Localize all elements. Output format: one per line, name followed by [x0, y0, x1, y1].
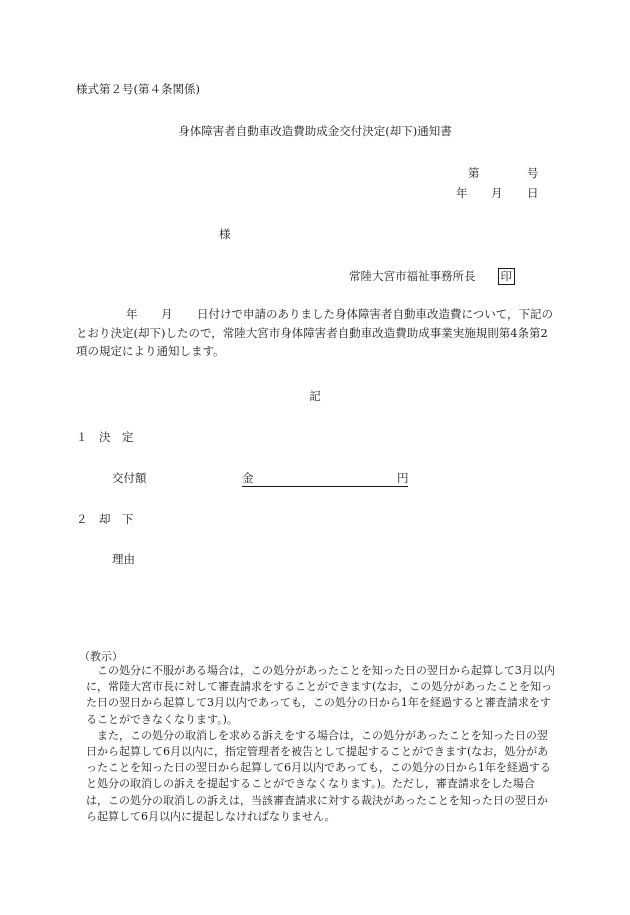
- addressee-suffix: 様: [219, 227, 231, 241]
- date-day: 日: [527, 186, 539, 200]
- amount-label: 交付額: [112, 471, 147, 485]
- issuer: [349, 268, 515, 285]
- number-dai: 第: [468, 166, 480, 180]
- notice-paragraph-1: この処分に不服がある場合は，この処分があったことを知った日の翌日から起算して3月以内に，常陸大宮市長に対して審査請求をすることができます(なお，この処分があったことを知った日の翌日から起算して3月以内であっても，この処分の日から1年を経過すると審査請求をすることができなくなります。)。: [86, 664, 555, 726]
- date-year: 年: [456, 186, 468, 200]
- amount-field: [242, 473, 408, 487]
- issuer-name: 常陸大宮市福祉事務所長: [349, 269, 476, 283]
- date-month: 月: [491, 186, 503, 200]
- notice-body: [86, 663, 556, 825]
- reason-label: 理由: [112, 552, 135, 566]
- section2-heading: ２ 却 下: [76, 512, 134, 526]
- body-year: 年: [126, 307, 138, 321]
- notice-paragraph-2: また，この処分の取消しを求める訴えをする場合は，この処分があったことを知った日の翌日から起算して6月以内に，指定管理者を被告として提起することができます(なお，処分があったことを知った日の翌日から起算して6月以内であっても，この処分の日から1年を経過すると処分の取消しの訴えを提起することができなくなります。)。ただし，審査請求をした場合は，この処分の取消しの訴えは，当該審査請求に対する裁決があったことを知った日の翌日から起算して6月以内に提起しなければなりません。: [86, 728, 551, 823]
- document-title: 身体障害者自動車改造費助成金交付決定(却下)通知書: [178, 124, 452, 138]
- currency-suffix: 円: [397, 471, 409, 485]
- section1-heading: １ 決 定: [76, 430, 134, 444]
- body-month: 月: [161, 307, 173, 321]
- seal-mark: 印: [498, 268, 516, 285]
- number-go: 号: [527, 166, 539, 180]
- ki-marker: 記: [309, 389, 321, 403]
- currency-prefix: 金: [242, 471, 254, 485]
- notice-heading: （教示）: [79, 650, 123, 663]
- body-text: 日付けで申請のありました身体障害者自動車改造費について，下記のとおり決定(却下)したので，常陸大宮市身体障害者自動車改造費助成事業実施規則第4条第2項の規定により通知します。: [76, 307, 554, 358]
- form-id: 様式第２号(第４条関係): [76, 82, 200, 96]
- amount-underline: [242, 473, 408, 487]
